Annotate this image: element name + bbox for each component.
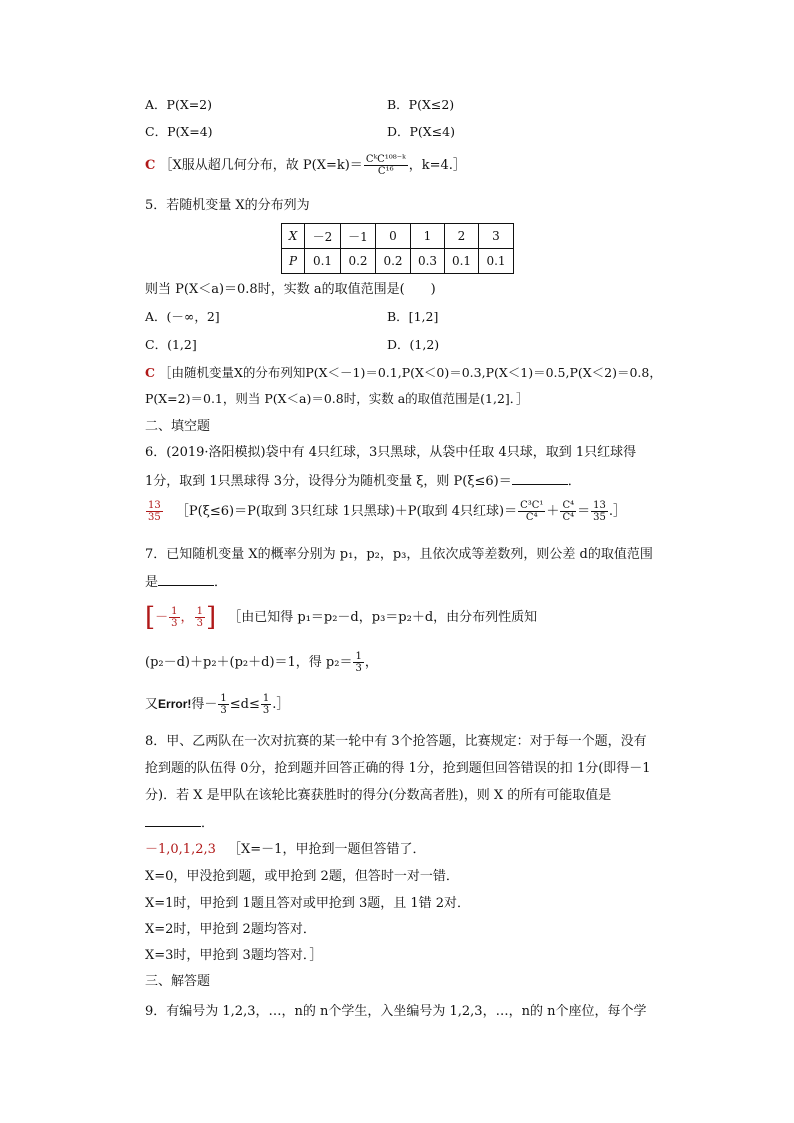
q6-answer-value: $\frac{13}{35}$ xyxy=(148,500,161,523)
section-heading: 三、解答题 xyxy=(145,974,211,989)
q8-line-4: ． xyxy=(145,814,214,833)
table-cell: 0.2 xyxy=(376,249,411,274)
q5-option-d: D．(1,2) xyxy=(387,337,440,352)
table-cell: 0.1 xyxy=(479,249,514,274)
table-cell: 3 xyxy=(479,224,514,249)
q5-answer-line-1: C ［由随机变量X的分布列知P(X＜－1)＝0.1,P(X＜0)＝0.3,P(X＜1)＝0.5,P(X＜2)＝0.8， xyxy=(145,365,662,380)
q4-answer: C ［X服从超几何分布，故 P(X=k)＝ $\frac{\text{CᵏC¹⁰⁸⁻ᵏ}}{\text{C¹⁶}}$ ，k=4.］ xyxy=(145,154,466,177)
table-cell: 0.1 xyxy=(305,249,341,274)
answer-blank xyxy=(512,472,568,485)
table-cell: 1 xyxy=(411,224,445,249)
q8-answer-line-2: X=0，甲没抢到题，或甲抢到 2题，但答时一对一错． xyxy=(145,869,459,884)
q8-line-3: 分)．若 X 是甲队在该轮比赛获胜时的得分(分数高者胜)，则 X 的所有可能取值是 xyxy=(145,788,612,803)
q4-answer-text: ［X服从超几何分布，故 P(X=k)＝ xyxy=(159,158,363,173)
q7-line-1: 7．已知随机变量 X的概率分别为 p₁，p₂，p₃，且依次成等差数列，则公差 d的取值范围 xyxy=(145,547,653,562)
table-row xyxy=(282,224,514,249)
q8-answer-line-4: X=2时，甲抢到 2题均答对． xyxy=(145,922,316,937)
table-cell: X xyxy=(282,224,305,249)
q4-answer-fraction: $\frac{\text{CᵏC¹⁰⁸⁻ᵏ}}{\text{C¹⁶}}$ xyxy=(365,154,406,177)
table-row xyxy=(282,249,514,274)
q8-line-1: 8．甲、乙两队在一次对抗赛的某一轮中有 3个抢答题，比赛规定：对于每一个题，没有 xyxy=(145,734,647,749)
q7-conclusion: 又Error!得－ $\frac{1}{3}$ ≤d≤ $\frac{1}{3}$ .］ xyxy=(145,693,290,716)
q8-answer-values: －1,0,1,2,3 xyxy=(145,842,216,857)
q7-line-2: 是 ． xyxy=(145,575,228,590)
q4-option-c: C．P(X=4) xyxy=(145,124,213,139)
table-cell: 0.1 xyxy=(445,249,479,274)
q5-question: 则当 P(X＜a)＝0.8时，实数 a的取值范围是( ) xyxy=(145,282,436,297)
q4-option-b: B．P(X≤2) xyxy=(387,97,455,112)
q4-answer-letter: C xyxy=(145,158,156,173)
q8-answer: －1,0,1,2,3 ［X=－1，甲抢到一题但答错了． xyxy=(145,842,426,857)
q5-option-a: A．(－∞，2] xyxy=(145,309,220,324)
answer-blank xyxy=(158,573,214,586)
error-marker: Error! xyxy=(158,697,192,711)
q8-answer-line-5: X=3时，甲抢到 3题均答对．］ xyxy=(145,948,323,963)
table-cell: －1 xyxy=(341,224,376,249)
table-cell: －2 xyxy=(305,224,341,249)
q5-option-c: C．(1,2] xyxy=(145,337,197,352)
section-heading: 二、填空题 xyxy=(145,419,211,434)
q8-line-2: 抢到题的队伍得 0分，抢到题并回答正确的得 1分，抢到题但回答错误的扣 1分(即得－1 xyxy=(145,761,651,776)
q7-derivation: (p₂－d)＋p₂＋(p₂＋d)＝1，得 p₂＝ $\frac{1}{3}$ ， xyxy=(145,651,378,674)
table-cell: 0 xyxy=(376,224,411,249)
table-cell: P xyxy=(282,249,305,274)
table-cell: 0.3 xyxy=(411,249,445,274)
q5-option-b: B．[1,2] xyxy=(387,309,439,324)
q8-answer-line-3: X=1时，甲抢到 1题且答对或甲抢到 3题，且 1错 2对． xyxy=(145,896,471,911)
distribution-table xyxy=(281,223,514,274)
answer-blank xyxy=(145,814,201,827)
q7-answer: [－ $\frac{1}{3}$ ， $\frac{1}{3}$ ] ［由已知得 p₁＝p₂－d，p₃＝p₂＋d，由分布列性质知 xyxy=(145,602,538,633)
table-cell: 0.2 xyxy=(341,249,376,274)
q6-line-2: 1分，取到 1只黑球得 3分，设得分为随机变量 ξ，则 P(ξ≤6)＝ ． xyxy=(145,474,581,489)
q4-option-a: A．P(X=2) xyxy=(145,97,213,112)
q6-line-1: 6．(2019·洛阳模拟)袋中有 4只红球，3只黑球，从袋中任取 4只球，取到 1只红球得 xyxy=(145,445,637,460)
q5-answer-letter: C xyxy=(145,365,155,380)
q5-stem: 5．若随机变量 X的分布列为 xyxy=(145,198,310,213)
table-cell: 2 xyxy=(445,224,479,249)
q4-option-d: D．P(X≤4) xyxy=(387,124,456,139)
q9-line-1: 9．有编号为 1,2,3，…，n的 n个学生，入坐编号为 1,2,3，…，n的 n个座位，每个学 xyxy=(145,1004,647,1019)
q5-answer-line-2: P(X=2)＝0.1，则当 P(X＜a)＝0.8时，实数 a的取值范围是(1,2]．］ xyxy=(145,391,529,406)
q6-answer: $\frac{13}{35}$ ［P(ξ≤6)＝P(取到 3只红球 1只黑球)＋P(取到 4只红球)＝ $\frac{\text{C³C¹}}{\text{C⁴}}$ ＋ $\frac{\text{C⁴}}{\text{C⁴}}$ ＝ $\frac{13}{35}$ .］ xyxy=(148,500,626,523)
